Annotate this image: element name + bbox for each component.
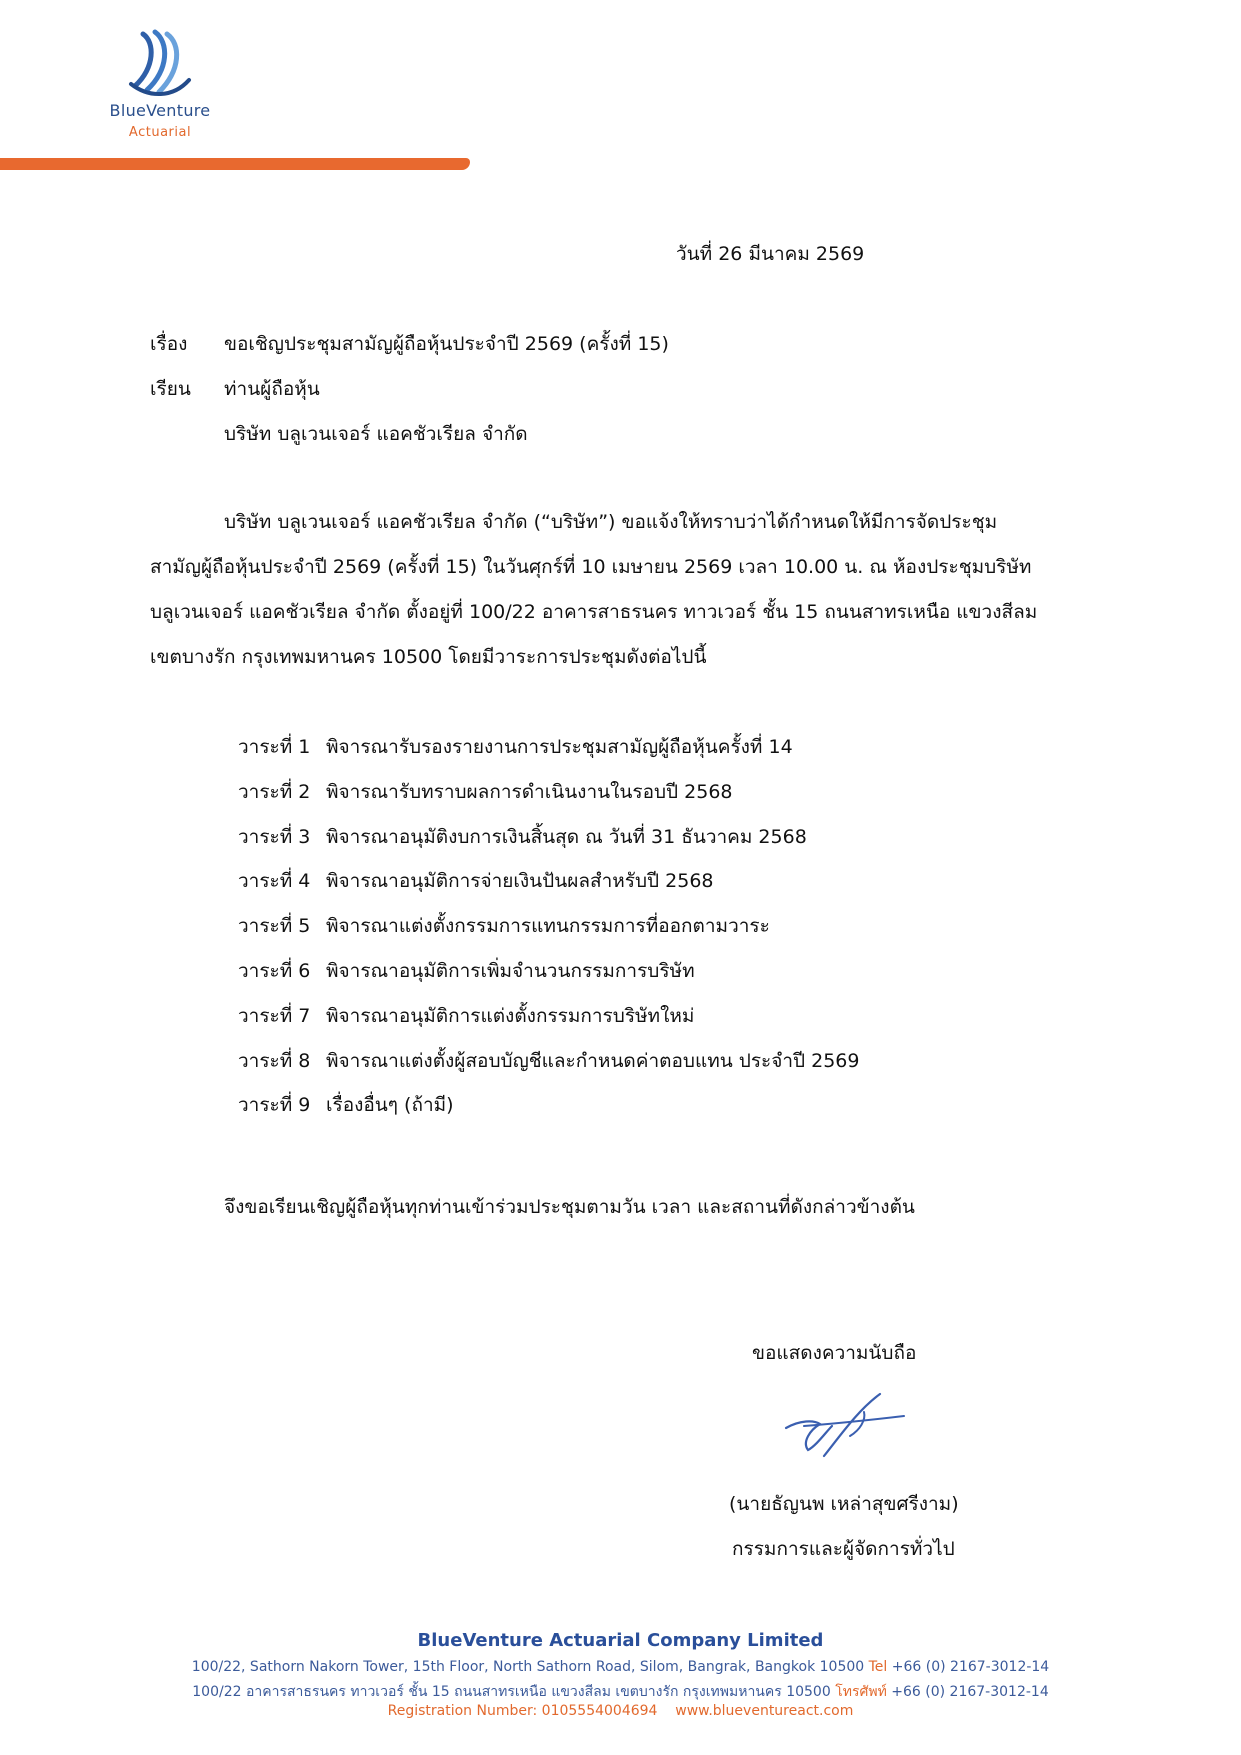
- paragraph-line: สามัญผู้ถือหุ้นประจำปี 2569 (ครั้งที่ 15) ในวันศุกร์ที่ 10 เมษายน 2569 เวลา 10.00 น. ณ ห้องประชุมบริษัท: [150, 556, 1032, 578]
- recipient-label: เรียน: [150, 378, 191, 400]
- agenda-number: วาระที่ 4: [238, 870, 311, 893]
- agenda-number: วาระที่ 7: [238, 1004, 311, 1027]
- tel-label-th: โทรศัพท์: [835, 1684, 887, 1700]
- agenda-text: พิจารณาอนุมัติการแต่งตั้งกรรมการบริษัทใหม่: [326, 1004, 695, 1027]
- agenda-number: วาระที่ 6: [238, 959, 311, 982]
- header-divider: [0, 158, 470, 170]
- agenda-item: [238, 815, 859, 860]
- agenda-item: [238, 1039, 859, 1084]
- agenda-number: วาระที่ 8: [238, 1049, 311, 1072]
- tel-number-en: +66 (0) 2167-3012-14: [891, 1659, 1050, 1675]
- agenda-item: [238, 904, 859, 949]
- agenda-text: พิจารณารับทราบผลการดำเนินงานในรอบปี 2568: [326, 780, 733, 803]
- agenda-item: [238, 725, 859, 770]
- footer-address-en: [0, 1659, 1241, 1675]
- brand-subtitle: Actuarial: [128, 125, 192, 140]
- agenda-number: วาระที่ 5: [238, 915, 311, 938]
- tel-number-th: +66 (0) 2167-3012-14: [891, 1684, 1049, 1700]
- paragraph-line: เขตบางรัก กรุงเทพมหานคร 10500 โดยมีวาระการประชุมดังต่อไปนี้: [150, 646, 707, 668]
- agenda-text: พิจารณาแต่งตั้งกรรมการแทนกรรมการที่ออกตามวาระ: [326, 915, 770, 938]
- paragraph-line: บลูเวนเจอร์ แอคชัวเรียล จำกัด ตั้งอยู่ที่ 100/22 อาคารสาธรนคร ทาวเวอร์ ชั้น 15 ถนนสาทรเหนือ แขวงสีลม: [150, 601, 1038, 623]
- agenda-item: [238, 994, 859, 1039]
- agenda-item: [238, 859, 859, 904]
- wave-logo-icon: [125, 28, 195, 100]
- signer-name: (นายธัญนพ เหล่าสุขศรีงาม): [729, 1493, 959, 1515]
- company-logo: [95, 28, 225, 148]
- agenda-number: วาระที่ 9: [238, 1094, 311, 1117]
- signer-position: กรรมการและผู้จัดการทั่วไป: [732, 1538, 955, 1560]
- body-paragraph: [150, 500, 1090, 680]
- agenda-text: พิจารณารับรองรายงานการประชุมสามัญผู้ถือหุ้นครั้งที่ 14: [326, 736, 793, 758]
- agenda-text: พิจารณาอนุมัติการเพิ่มจำนวนกรรมการบริษัท: [326, 959, 695, 982]
- address-en: 100/22, Sathorn Nakorn Tower, 15th Floor, North Sathorn Road, Silom, Bangrak, Bangkok 10500: [191, 1659, 865, 1675]
- agenda-text: พิจารณาแต่งตั้งผู้สอบบัญชีและกำหนดค่าตอบแทน ประจำปี 2569: [326, 1049, 860, 1072]
- letter-date: วันที่ 26 มีนาคม 2569: [676, 243, 865, 265]
- recipient-line-1: ท่านผู้ถือหุ้น: [224, 378, 320, 400]
- brand-name: BlueVenture: [109, 101, 211, 120]
- agenda-item: [238, 1083, 859, 1128]
- agenda-text: เรื่องอื่นๆ (ถ้ามี): [326, 1094, 454, 1117]
- footer-company-name: BlueVenture Actuarial Company Limited: [417, 1630, 824, 1651]
- subject-label: เรื่อง: [150, 333, 188, 355]
- agenda-item: [238, 949, 859, 994]
- agenda-number: วาระที่ 3: [238, 825, 311, 848]
- registration-number: Registration Number: 0105554004694: [387, 1703, 658, 1719]
- footer-registration: [0, 1703, 1241, 1719]
- agenda-text: พิจารณาอนุมัติการจ่ายเงินปันผลสำหรับปี 2568: [326, 870, 714, 893]
- agenda-item: [238, 770, 859, 815]
- tel-label-en: Tel: [868, 1659, 888, 1675]
- agenda-number: วาระที่ 2: [238, 780, 311, 803]
- subject-text: ขอเชิญประชุมสามัญผู้ถือหุ้นประจำปี 2569 (ครั้งที่ 15): [224, 333, 669, 355]
- agenda-text: พิจารณาอนุมัติงบการเงินสิ้นสุด ณ วันที่ 31 ธันวาคม 2568: [326, 825, 807, 848]
- address-th: 100/22 อาคารสาธรนคร ทาวเวอร์ ชั้น 15 ถนนสาทรเหนือ แขวงสีลม เขตบางรัก กรุงเทพมหานคร 10500: [192, 1684, 831, 1700]
- regards-text: ขอแสดงความนับถือ: [752, 1342, 917, 1364]
- website-link[interactable]: www.blueventureact.com: [675, 1703, 854, 1719]
- footer-address-th: [0, 1681, 1241, 1703]
- agenda-list: [238, 725, 859, 1128]
- agenda-number: วาระที่ 1: [238, 736, 311, 758]
- closing-sentence: จึงขอเรียนเชิญผู้ถือหุ้นทุกท่านเข้าร่วมประชุมตามวัน เวลา และสถานที่ดังกล่าวข้างต้น: [224, 1196, 915, 1218]
- signature-image: [780, 1390, 910, 1462]
- recipient-line-2: บริษัท บลูเวนเจอร์ แอคชัวเรียล จำกัด: [224, 423, 528, 445]
- paragraph-line: บริษัท บลูเวนเจอร์ แอคชัวเรียล จำกัด (“บริษัท”) ขอแจ้งให้ทราบว่าได้กำหนดให้มีการจัดประชุม: [224, 511, 998, 533]
